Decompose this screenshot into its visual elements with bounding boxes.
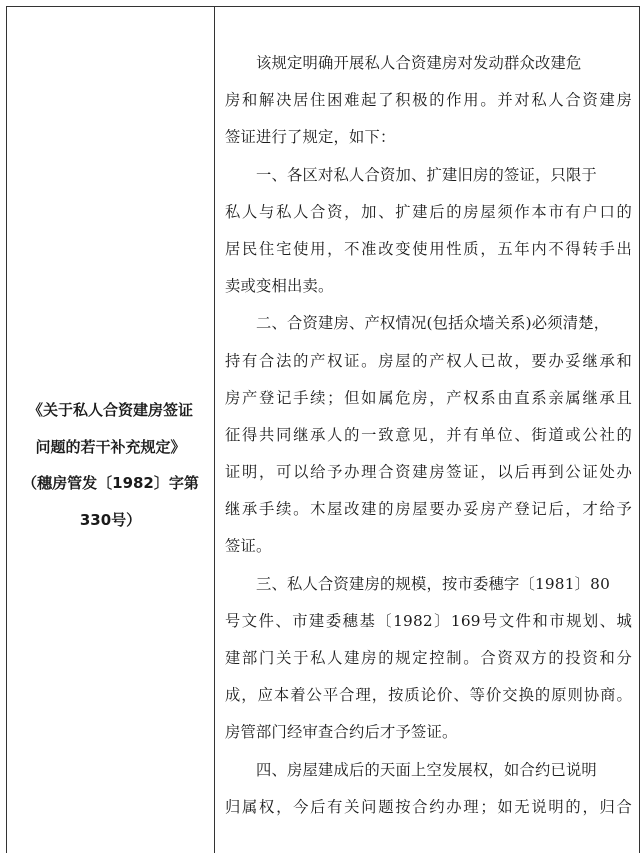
paragraph-line: 房管部门经审查合约后才予签证。 bbox=[225, 723, 458, 742]
paragraph-line: 签证。 bbox=[225, 537, 272, 556]
regulation-content-cell bbox=[215, 7, 639, 853]
paragraph-line: 四、房屋建成后的天面上空发展权，如合约已说明 bbox=[256, 760, 597, 779]
regulation-title bbox=[16, 392, 206, 538]
title-line: 330号） bbox=[79, 510, 142, 529]
paragraph-line: 持有合法的产权证。房屋的产权人已故，要办妥继承和 bbox=[225, 351, 632, 370]
paragraph-line: 房产登记手续；但如属危房，产权系由直系亲属继承且 bbox=[225, 388, 632, 407]
paragraph-line: 签证进行了规定，如下： bbox=[225, 128, 396, 147]
title-line: 《关于私人合资建房签证 bbox=[27, 401, 193, 419]
paragraph-line: 卖或变相出卖。 bbox=[225, 277, 334, 296]
paragraph-line: 居民住宅使用，不准改变使用性质，五年内不得转手出 bbox=[225, 239, 632, 258]
paragraph-line: 成，应本着公平合理，按质论价、等价交换的原则协商。 bbox=[225, 686, 632, 705]
regulation-title-cell bbox=[7, 7, 215, 853]
paragraph-line: 建部门关于私人建房的规定控制。合资双方的投资和分 bbox=[225, 649, 632, 667]
paragraph-line: 号文件、市建委穗基〔1982〕169号文件和市规划、城 bbox=[225, 611, 632, 630]
paragraph-line: 归属权，今后有关问题按合约办理；如无说明的，归合 bbox=[225, 797, 632, 816]
paragraph-line: 二、合资建房、产权情况(包括众墙关系)必须清楚， bbox=[256, 314, 610, 333]
title-line: 问题的若干补充规定》 bbox=[35, 437, 186, 456]
paragraph-line: 该规定明确开展私人合资建房对发动群众改建危 bbox=[256, 54, 582, 72]
paragraph-line: 房和解决居住困难起了积极的作用。并对私人合资建房 bbox=[225, 91, 632, 110]
paragraph-line: 征得共同继承人的一致意见，并有单位、街道或公社的 bbox=[225, 425, 632, 444]
title-line: （穗房管发〔1982〕字第 bbox=[22, 474, 199, 492]
paragraph-line: 三、私人合资建房的规模，按市委穗字〔1981〕80 bbox=[256, 574, 611, 593]
paragraph-line: 一、各区对私人合资加、扩建旧房的签证，只限于 bbox=[256, 165, 597, 184]
paragraph-line: 证明，可以给予办理合资建房签证，以后再到公证处办 bbox=[225, 463, 632, 482]
document-table bbox=[6, 6, 640, 853]
paragraph-line: 继承手续。木屋改建的房屋要办妥房产登记后，才给予 bbox=[225, 500, 632, 519]
paragraph-line: 私人与私人合资，加、扩建后的房屋须作本市有户口的 bbox=[225, 202, 632, 221]
